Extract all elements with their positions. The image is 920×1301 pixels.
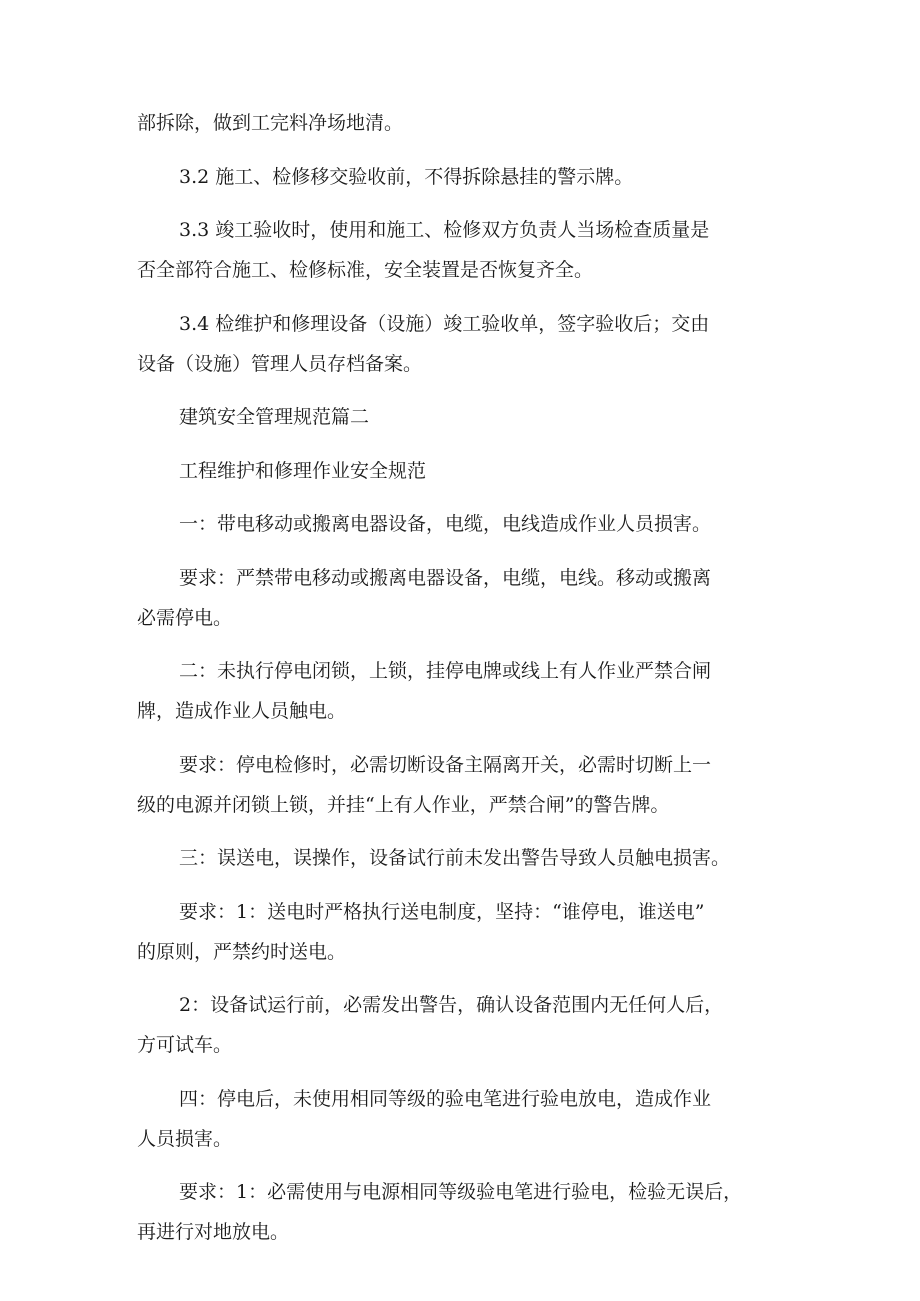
paragraph (137, 397, 797, 437)
document-body (137, 103, 797, 1266)
paragraph-line: 级的电源并闭锁上锁，并挂“上有人作业，严禁合闸”的警告牌。 (137, 793, 670, 816)
paragraph-line: 要求：严禁带电移动或搬离电器设备，电缆，电线。移动或搬离 (179, 566, 712, 589)
paragraph-line: 设备（设施）管理人员存档备案。 (137, 352, 423, 375)
paragraph-line: 牌，造成作业人员触电。 (137, 700, 347, 722)
paragraph-line: 要求：1：必需使用与电源相同等级验电笔进行验电，检验无误后， (179, 1181, 743, 1203)
paragraph-line: 一：带电移动或搬离电器设备，电缆，电线造成作业人员损害。 (179, 513, 712, 535)
paragraph (137, 103, 797, 143)
paragraph-line: 要求：停电检修时，必需切断设备主隔离开关，必需时切断上一 (179, 753, 712, 776)
paragraph-line: 再进行对地放电。 (137, 1221, 290, 1243)
paragraph (137, 304, 797, 384)
paragraph (137, 210, 797, 290)
paragraph (137, 838, 797, 878)
paragraph-line: 方可试车。 (137, 1034, 233, 1056)
paragraph (137, 1172, 797, 1252)
paragraph-line: 3.2 施工、检修移交验收前，不得拆除悬挂的警示牌。 (179, 165, 634, 188)
paragraph-line: 2：设备试运行前，必需发出警告，确认设备范围内无任何人后， (179, 994, 724, 1016)
paragraph (137, 985, 797, 1065)
paragraph-line: 要求：1：送电时严格执行送电制度，坚持：“谁停电，谁送电” (179, 900, 705, 923)
paragraph (137, 504, 797, 544)
paragraph (137, 892, 797, 972)
paragraph-line: 的原则，严禁约时送电。 (137, 940, 347, 963)
paragraph-line: 建筑安全管理规范篇二 (179, 406, 370, 428)
paragraph-line: 部拆除，做到工完料净场地清。 (137, 112, 404, 134)
paragraph (137, 558, 797, 638)
paragraph-line: 二：未执行停电闭锁，上锁，挂停电牌或线上有人作业严禁合闸 (179, 660, 712, 682)
paragraph-line: 四：停电后，未使用相同等级的验电笔进行验电放电，造成作业 (179, 1087, 712, 1110)
paragraph-line: 3.3 竣工验收时，使用和施工、检修双方负责人当场检查质量是 (179, 219, 710, 241)
paragraph (137, 651, 797, 731)
paragraph-line: 否全部符合施工、检修标准，安全装置是否恢复齐全。 (137, 259, 594, 281)
paragraph-line: 工程维护和修理作业安全规范 (179, 459, 427, 482)
paragraph (137, 157, 797, 197)
paragraph-line: 3.4 检维护和修理设备（设施）竣工验收单，签字验收后；交由 (179, 312, 710, 335)
paragraph (137, 1079, 797, 1159)
paragraph-line: 必需停电。 (137, 606, 233, 629)
paragraph (137, 451, 797, 491)
paragraph-line: 三：误送电，误操作，设备试行前未发出警告导致人员触电损害。 (179, 847, 731, 869)
paragraph (137, 745, 797, 825)
paragraph-line: 人员损害。 (137, 1127, 233, 1150)
